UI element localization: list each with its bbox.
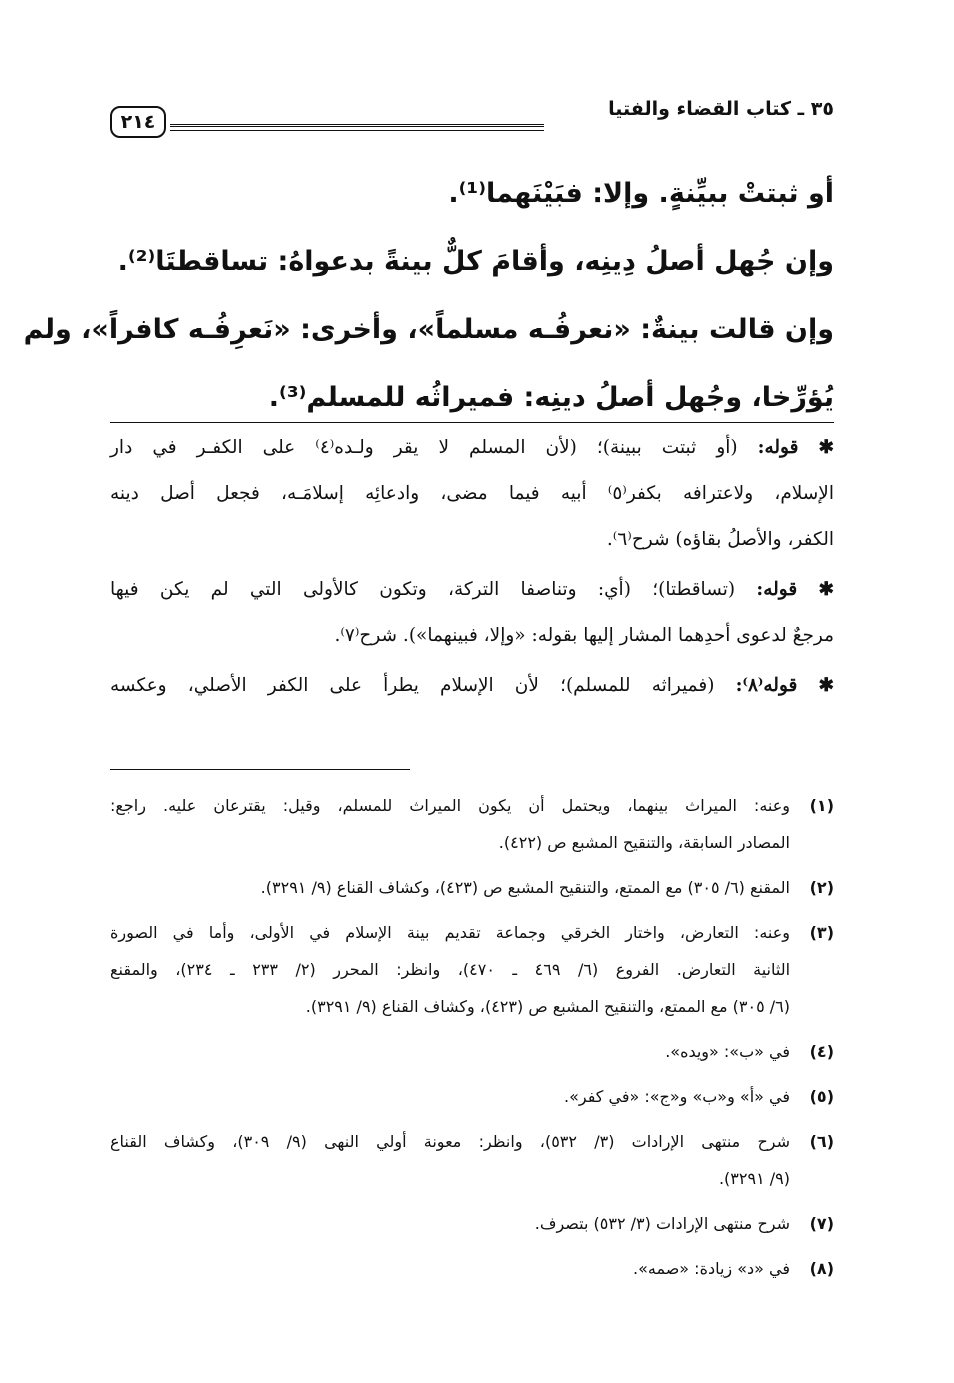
footnote-line: وعنه: التعارض، واختار الخرقي وجماعة تقديم بينة الإسلام في الأولى، وأما في الصورة: [110, 923, 790, 942]
commentary-keyword: قوله:: [757, 437, 799, 458]
footnote: [110, 869, 834, 906]
footnote: [110, 1078, 834, 1115]
commentary-keyword: قوله⁽٨⁾:: [735, 675, 798, 696]
asterisk-icon: ✱: [818, 675, 834, 696]
footnote-line: الثانية التعارض. الفروع (٦/ ٤٦٩ ـ ٤٧٠)، وانظر: المحرر (٢/ ٢٣٣ ـ ٢٣٤)، والمقنع: [110, 960, 791, 979]
main-line: أو ثبتتْ ببيِّنةٍ. وإلا: فبَيْنَهما⁽¹⁾.: [448, 178, 834, 209]
commentary-line: الكفر، والأصلُ بقاؤه) شرح⁽٦⁾.: [606, 529, 834, 550]
footnote-line: وعنه: الميراث بينهما، ويحتمل أن يكون الميراث للمسلم، وقيل: يقترعان عليه. راجع:: [110, 796, 790, 815]
footnotes: [110, 787, 834, 1295]
footnote-line: شرح منتهى الإرادات (٣/ ٥٣٢)، وانظر: معونة أولي النهى (٩/ ٣٠٩)، وكشاف القناع: [110, 1132, 791, 1151]
commentary-keyword: قوله:: [756, 579, 798, 600]
commentary-line: الإسلام، ولاعترافه بكفر⁽٥⁾ أبيه فيما مضى، وادعائِه إسلامَـه، فجعل أصل دينه: [110, 483, 834, 504]
footnote-line: المصادر السابقة، والتنقيح المشبع ص (٤٢٢).: [498, 833, 790, 852]
asterisk-icon: ✱: [818, 437, 834, 458]
header-rule: [170, 124, 544, 131]
footnote-number: (١): [809, 796, 834, 815]
main-line: يُؤرِّخا، وجُهل أصلُ دينِه: فميراثُه للمسلم⁽³⁾.: [268, 382, 834, 413]
footnote-line: (٩/ ٣٢٩١).: [718, 1169, 790, 1188]
footnote: [110, 1123, 834, 1197]
page-number: ٢١٤: [110, 106, 166, 138]
footnote-line: في «أ» و«ب» و«ج»: «في كفر».: [563, 1087, 790, 1106]
commentary: [110, 425, 834, 709]
footnote-number: (٧): [809, 1214, 834, 1233]
footnote: [110, 1250, 834, 1287]
footnote: [110, 787, 834, 861]
footnote-number: (٨): [809, 1259, 834, 1278]
book-page: [23, 0, 834, 1383]
footnote-line: في «د» زيادة: «صمه».: [633, 1259, 790, 1278]
commentary-line: ✱ قوله⁽٨⁾: (فميراثه للمسلم)؛ لأن الإسلام يطرأ على الكفر الأصلي، وعكسه: [110, 675, 834, 696]
footnote-separator: [110, 769, 410, 770]
page-header: [110, 96, 834, 140]
commentary-line: مرجعٌ لدعوى أحدِهما المشار إليها بقوله: «وإلا، فبينهما»). شرح⁽٧⁾.: [334, 625, 834, 646]
main-line: وإن قالت بينةٌ: «نعرفُـه مسلماً»، وأخرى: «نَعرِفُـه كافراً»، ولم: [23, 314, 834, 345]
footnote-line: شرح منتهى الإرادات (٣/ ٥٣٢) بتصرف.: [534, 1214, 790, 1233]
footnote-number: (٣): [809, 923, 834, 942]
asterisk-icon: ✱: [818, 579, 834, 600]
commentary-line: ✱ قوله: (تساقطتا)؛ (أي: وتناصفا التركة، وتكون كالأولى التي لم يكن فيها: [110, 579, 834, 600]
footnote-number: (٦): [809, 1132, 834, 1151]
footnote-number: (٤): [809, 1042, 834, 1061]
footnote-line: في «ب»: «ويده».: [665, 1042, 790, 1061]
footnote-line: (٦/ ٣٠٥) مع الممتع، والتنقيح المشبع ص (٤٢٣)، وكشاف القناع (٩/ ٣٢٩١).: [305, 997, 790, 1016]
commentary-line: ✱ قوله: (أو ثبتت ببينة)؛ (لأن المسلم لا يقر ولـده⁽٤⁾ على الكفـر في دار: [110, 437, 834, 458]
footnote-number: (٥): [809, 1087, 834, 1106]
running-title: ٣٥ ـ كتاب القضاء والفتيا: [608, 98, 834, 120]
footnote: [110, 914, 834, 1025]
footnote-number: (٢): [809, 878, 834, 897]
footnote: [110, 1033, 834, 1070]
text-separator: [110, 422, 834, 423]
footnote: [110, 1205, 834, 1242]
main-text: [23, 160, 834, 432]
footnote-line: المقنع (٦/ ٣٠٥) مع الممتع، والتنقيح المشبع ص (٤٢٣)، وكشاف القناع (٩/ ٣٢٩١).: [260, 878, 790, 897]
main-line: وإن جُهل أصلُ دِينِه، وأقامَ كلٌّ بينةً بدعواهُ: تساقطتَا⁽²⁾.: [117, 246, 834, 277]
